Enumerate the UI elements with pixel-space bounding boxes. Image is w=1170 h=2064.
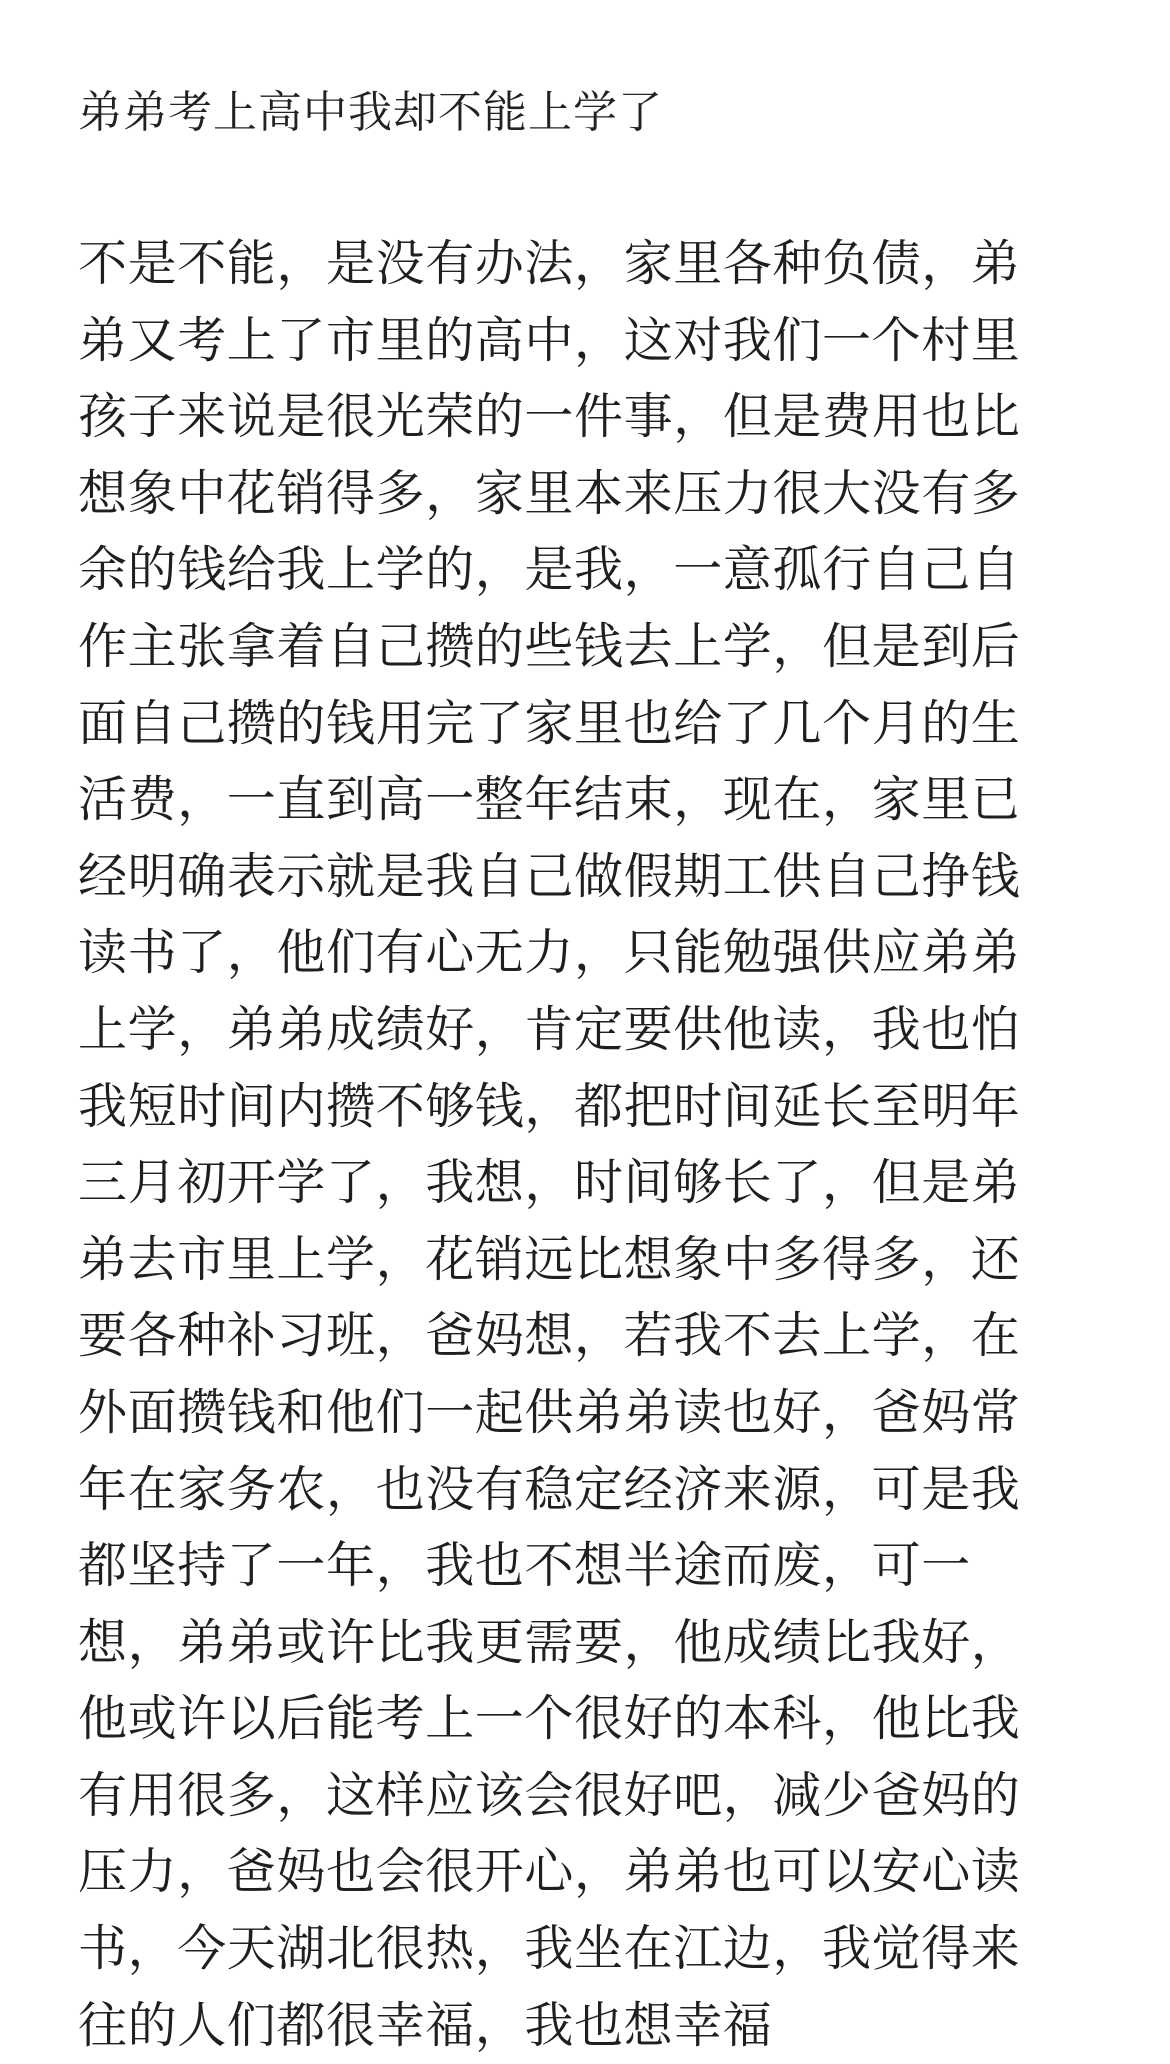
post-line: 年在家务农，也没有稳定经济来源，可是我	[78, 1460, 1021, 1518]
post-line: 都坚持了一年，我也不想半途而废，可一	[78, 1537, 971, 1595]
post-line: 往的人们都很幸福，我也想幸福	[78, 1996, 773, 2054]
post-line: 上学，弟弟成绩好，肯定要供他读，我也怕	[78, 1000, 1021, 1058]
post-line: 要各种补习班，爸妈想，若我不去上学，在	[78, 1307, 1021, 1365]
post-line: 压力，爸妈也会很开心，弟弟也可以安心读	[78, 1843, 1021, 1901]
post-line: 想，弟弟或许比我更需要，他成绩比我好，	[78, 1613, 1021, 1671]
post-line: 余的钱给我上学的，是我，一意孤行自己自	[78, 541, 1021, 599]
post-line: 外面攒钱和他们一起供弟弟读也好，爸妈常	[78, 1383, 1021, 1441]
post-line: 弟去市里上学，花销远比想象中多得多，还	[78, 1230, 1021, 1288]
post-line: 想象中花销得多，家里本来压力很大没有多	[78, 464, 1021, 522]
post-line: 我短时间内攒不够钱，都把时间延长至明年	[78, 1077, 1021, 1135]
post-line: 面自己攒的钱用完了家里也给了几个月的生	[78, 694, 1021, 752]
post-line: 不是不能，是没有办法，家里各种负债，弟	[78, 235, 1021, 292]
post-body	[78, 226, 1108, 2064]
post-title: 弟弟考上高中我却不能上学了	[78, 87, 663, 138]
post-line: 孩子来说是很光荣的一件事，但是费用也比	[78, 388, 1021, 446]
post-line: 弟又考上了市里的高中，这对我们一个村里	[78, 311, 1021, 369]
post-line: 活费，一直到高一整年结束，现在，家里已	[78, 771, 1021, 829]
post-line: 有用很多，这样应该会很好吧，减少爸妈的	[78, 1766, 1021, 1824]
post-line: 读书了，他们有心无力，只能勉强供应弟弟	[78, 924, 1021, 982]
post-line: 作主张拿着自己攒的些钱去上学，但是到后	[78, 617, 1021, 675]
post-line: 书，今天湖北很热，我坐在江边，我觉得来	[78, 1920, 1021, 1978]
post-line: 他或许以后能考上一个很好的本科，他比我	[78, 1690, 1021, 1748]
post-line: 经明确表示就是我自己做假期工供自己挣钱	[78, 847, 1021, 905]
post-line: 三月初开学了，我想，时间够长了，但是弟	[78, 1154, 1021, 1212]
